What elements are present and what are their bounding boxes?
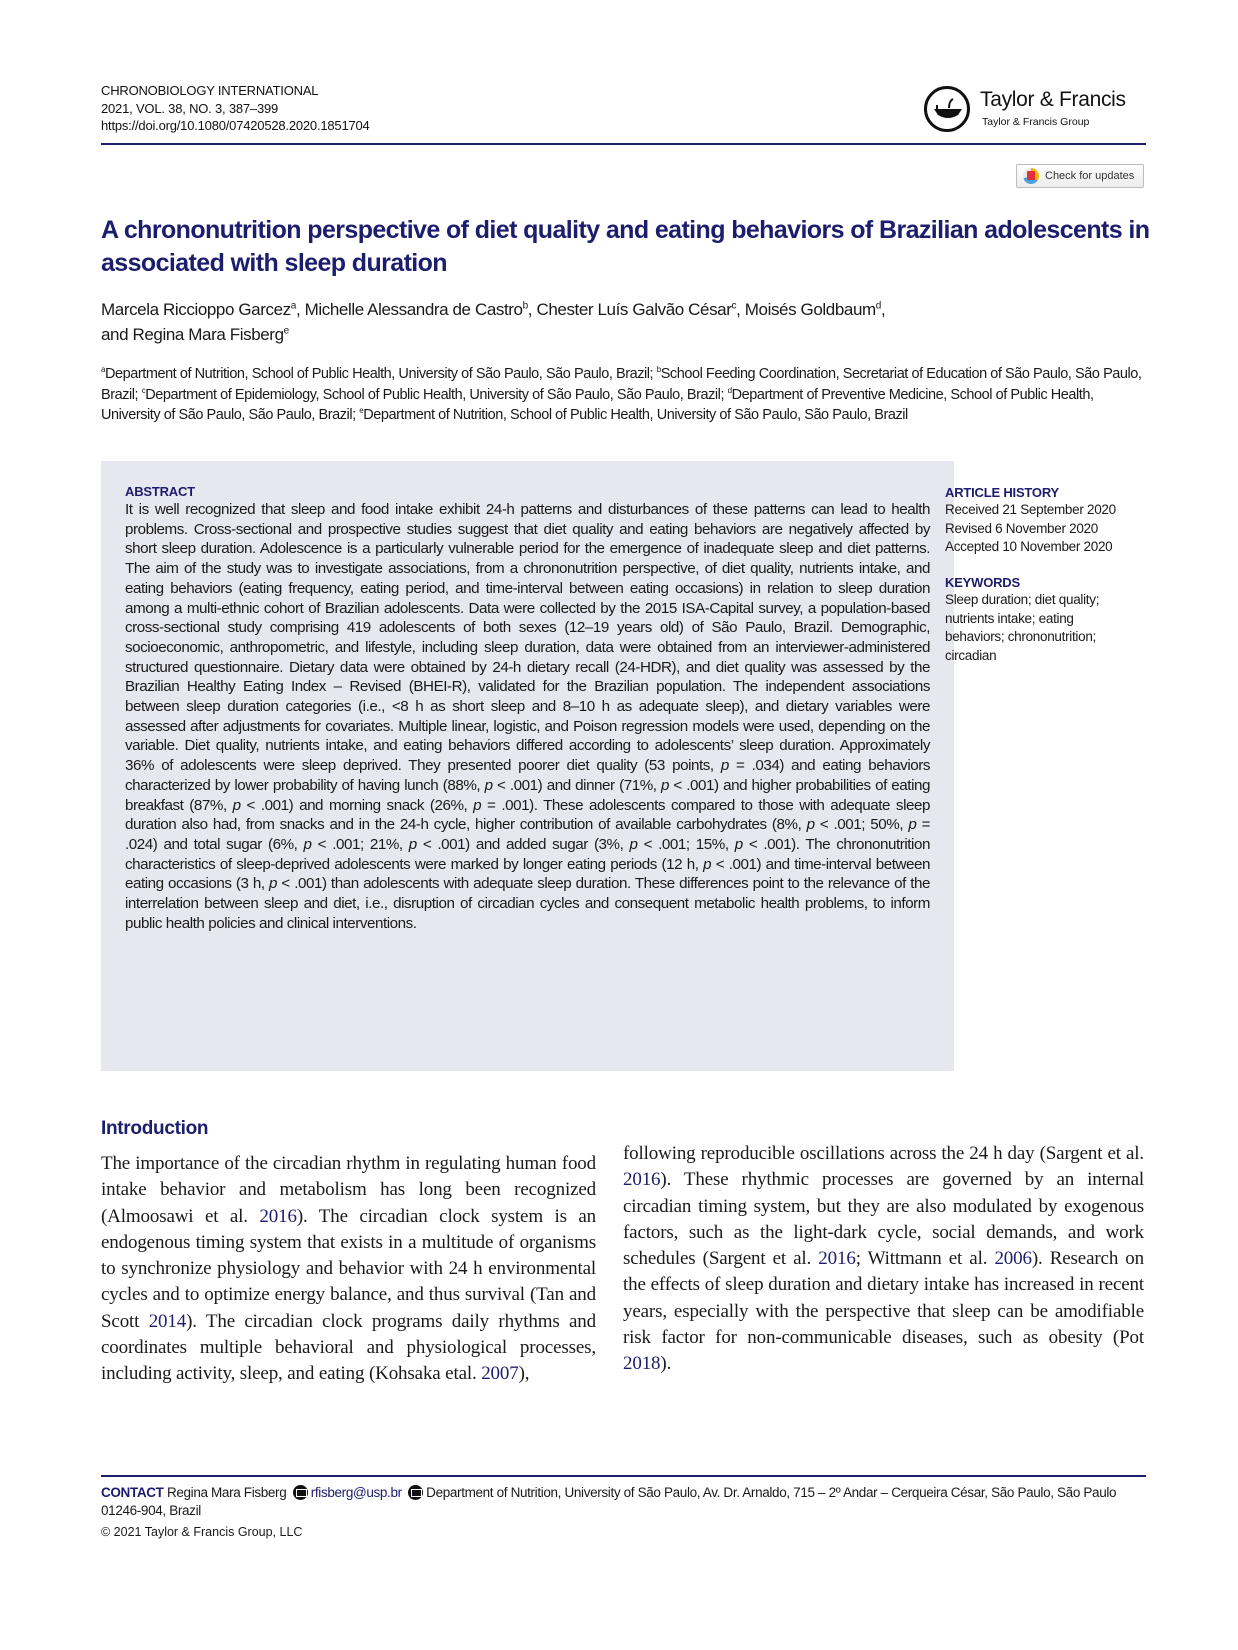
citation-link[interactable]: 2006 [994, 1248, 1032, 1270]
affiliation-text: Department of Preventive Medicine, School of Public Health, University of São Paulo, São Paulo, Brazil; [101, 386, 1094, 423]
article-history [945, 484, 1145, 557]
citation-link[interactable]: 2018 [623, 1353, 661, 1375]
affiliation-text: Department of Nutrition, School of Public Health, University of São Paulo, São Paulo, Brazil; [105, 366, 657, 382]
affiliation-marker[interactable]: a [290, 300, 296, 312]
citation-link[interactable]: 2016 [259, 1205, 297, 1227]
header-divider [101, 143, 1146, 145]
introduction-left-column: The importance of the circadian rhythm in regulating human food intake behavior and metabolism has long been recognized (Almoosawi et al. 2016). The circadian clock system is an endogenous timing system that exists in a multitude of organisms to synchronize physiology and behavior with 24 h environmental cycles and to optimize energy balance, and thus survival (Tan and Scott 2014). The circadian clock programs daily rhythms and coordinates multiple behavioral and physiological processes, including activity, sleep, and eating (Kohsaka etal. 2007), [101, 1153, 596, 1385]
citation-link[interactable]: 2007 [481, 1363, 519, 1385]
affiliation-marker: b [656, 365, 661, 375]
affiliation-marker: a [101, 365, 105, 375]
p-value-symbol: p [232, 796, 241, 814]
abstract-heading: ABSTRACT [125, 484, 195, 499]
crossmark-icon [1023, 168, 1039, 184]
keywords-line: behaviors; chrononutrition; [945, 629, 1096, 644]
publisher-group: Taylor & Francis Group [982, 116, 1090, 128]
contact-name: Regina Mara Fisberg [166, 1485, 287, 1500]
affiliations [101, 364, 1153, 426]
p-value-symbol: p [720, 757, 729, 775]
address-icon [408, 1485, 423, 1500]
email-icon [293, 1485, 308, 1500]
publisher-name: Taylor & Francis [980, 88, 1126, 111]
copyright: © 2021 Taylor & Francis Group, LLC [101, 1525, 303, 1539]
keywords-line: nutrients intake; eating [945, 610, 1074, 626]
p-value-symbol: p [473, 796, 482, 814]
author-name: Moisés Goldbaum [744, 300, 876, 319]
p-value-symbol: p [734, 835, 743, 853]
footer-divider [101, 1475, 1146, 1477]
author-name: Chester Luís Galvão César [536, 300, 732, 319]
affiliation-text: School Feeding Coordination, Secretariat of Education of São Paulo, São Paulo, Brazil; [101, 366, 1142, 403]
revised-date: Revised 6 November 2020 [945, 520, 1098, 536]
affiliation-marker: d [727, 385, 732, 395]
p-value-symbol: p [908, 816, 917, 834]
contact-label: CONTACT [101, 1485, 164, 1500]
publisher-logo [924, 86, 1144, 136]
article-history-heading: ARTICLE HISTORY [945, 485, 1060, 500]
article-title: A chrononutrition perspective of diet quality and eating behaviors of Brazilian adolescents in associated with sleep duration [101, 216, 1150, 277]
author-name: and Regina Mara Fisberg [101, 325, 284, 344]
lamp-icon [924, 86, 970, 132]
doi-link[interactable]: https://doi.org/10.1080/07420528.2020.1851704 [101, 118, 370, 133]
accepted-date: Accepted 10 November 2020 [945, 539, 1113, 554]
citation-link[interactable]: 2016 [818, 1248, 856, 1270]
author-name: Michelle Alessandra de Castro [304, 300, 523, 319]
keywords [945, 574, 1145, 665]
p-value-symbol: p [269, 875, 278, 893]
contact-address: Department of Nutrition, University of São Paulo, Av. Dr. Arnaldo, 715 – 2º Andar – Cerqueira César, São Paulo, São Paulo 01246-904, Brazil [101, 1485, 1117, 1518]
abstract-text: It is well recognized that sleep and food intake exhibit 24-h patterns and disturbances of these patterns can lead to health problems. Cross-sectional and prospective studies suggest that diet quality and eating behaviors are negatively affected by short sleep duration. Adolescence is a particularly vulnerable period for the emergence of inadequate sleep and diet patterns. The aim of the study was to investigate associations, from a chrononutrition perspective, of diet quality, nutrients intake, and eating behaviors (eating frequency, eating period, and time-interval between eating occasions) in relation to sleep duration among a multi-ethnic cohort of Brazilian adolescents. Data were collected by the 2015 ISA-Capital survey, a population-based cross-sectional study comprising 419 adolescents of both sexes (12–19 years old) of São Paulo, Brazil. Demographic, socioeconomic, anthropometric, and lifestyle, including sleep duration, data were obtained from an interviewer-administered structured questionnaire. Dietary data were obtained by 24-h dietary recall (24-HDR), and diet quality was assessed by the Brazilian Healthy Eating Index – Revised (BHEI-R), validated for the Brazilian population. The independent associations between sleep duration categories (i.e., <8 h as short sleep and 8–10 h as adequate sleep), and dietary variables were assessed after adjustments for covariates. Multiple linear, logistic, and Poison regression models were used, depending on the variable. Diet quality, nutrients intake, and eating behaviors differed according to adolescents’ sleep duration. Approximately 36% of adolescents were sleep deprived. They presented poorer diet quality (53 points, p = .034) and eating behaviors characterized by lower probability of having lunch (88%, p < .001) and dinner (71%, p < .001) and higher probabilities of eating breakfast (87%, p < .001) and morning snack (26%, p = .001). These adolescents compared to those with adequate sleep duration also had, from snacks and in the 24-h cycle, higher contribution of available carbohydrates (8%, p < .001; 50%, p = .024) and total sugar (6%, p < .001; 21%, p < .001) and added sugar (3%, p < .001; 15%, p < .001). The chrononutrition characteristics of sleep-deprived adolescents were marked by longer eating periods (12 h, p < .001) and time-interval between eating occasions (3 h, p < .001) than adolescents with adequate sleep duration. These differences point to the relevance of the interrelation between sleep and diet, i.e., disruption of circadian cycles and consequent metabolic health problems, to inform public health policies and clinical interventions. [125, 501, 931, 932]
author-name: Marcela Riccioppo Garcez [101, 300, 291, 319]
affiliation-marker[interactable]: b [522, 300, 528, 312]
author-list: Marcela Riccioppo Garcez$^a$, Michelle Alessandra de Castro$^b$, Chester Luís Galvão César$^c$, Moisés Goldbaum$^d$, and Regina Mara Fisberg$^e$ [101, 300, 886, 344]
affiliation-text: Department of Epidemiology, School of Public Health, University of São Paulo, São Paulo, Brazil; [145, 386, 728, 403]
affiliation-text: Department of Nutrition, School of Public Health, University of São Paulo, São Paulo, Brazil [363, 407, 908, 423]
journal-volume: 2021, VOL. 38, NO. 3, 387–399 [101, 100, 279, 116]
keywords-line: Sleep duration; diet quality; [945, 592, 1100, 607]
introduction-heading: Introduction [101, 1118, 209, 1139]
citation-link[interactable]: 2016 [623, 1169, 661, 1191]
journal-name: CHRONOBIOLOGY INTERNATIONAL [101, 83, 319, 98]
check-for-updates-button[interactable] [1016, 164, 1144, 188]
introduction-right-column: following reproducible oscillations across the 24 h day (Sargent et al. 2016). These rhythmic processes are governed by an internal circadian timing system, but they are also modulated by exogenous factors, such as the light-dark cycle, social demands, and work schedules (Sargent et al. 2016; Wittmann et al. 2006). Research on the effects of sleep duration and dietary intake has increased in recent years, especially with the perspective that sleep can be amodifiable risk factor for non-communicable diseases, such as obesity (Pot 2018). [623, 1143, 1145, 1375]
affiliation-marker[interactable]: d [875, 300, 881, 312]
p-value-symbol: p [660, 776, 669, 794]
received-date: Received 21 September 2020 [945, 502, 1116, 517]
affiliation-marker[interactable]: c [731, 300, 737, 312]
p-value-symbol: p [408, 835, 417, 853]
citation-link[interactable]: 2014 [148, 1310, 187, 1332]
contact-info [101, 1484, 1151, 1520]
p-value-symbol: p [806, 816, 815, 834]
check-updates-label: Check for updates [1045, 170, 1135, 182]
p-value-symbol: p [703, 855, 712, 873]
keywords-heading: KEYWORDS [945, 575, 1020, 590]
journal-meta [101, 82, 370, 135]
p-value-symbol: p [629, 835, 638, 853]
p-value-symbol: p [303, 835, 312, 853]
affiliation-marker[interactable]: e [283, 325, 289, 337]
p-value-symbol: p [484, 776, 493, 794]
contact-email-link[interactable]: rfisberg@usp.br [310, 1485, 402, 1500]
keywords-line: circadian [945, 647, 997, 663]
affiliation-marker: c [141, 385, 146, 395]
affiliation-marker: e [359, 406, 364, 416]
